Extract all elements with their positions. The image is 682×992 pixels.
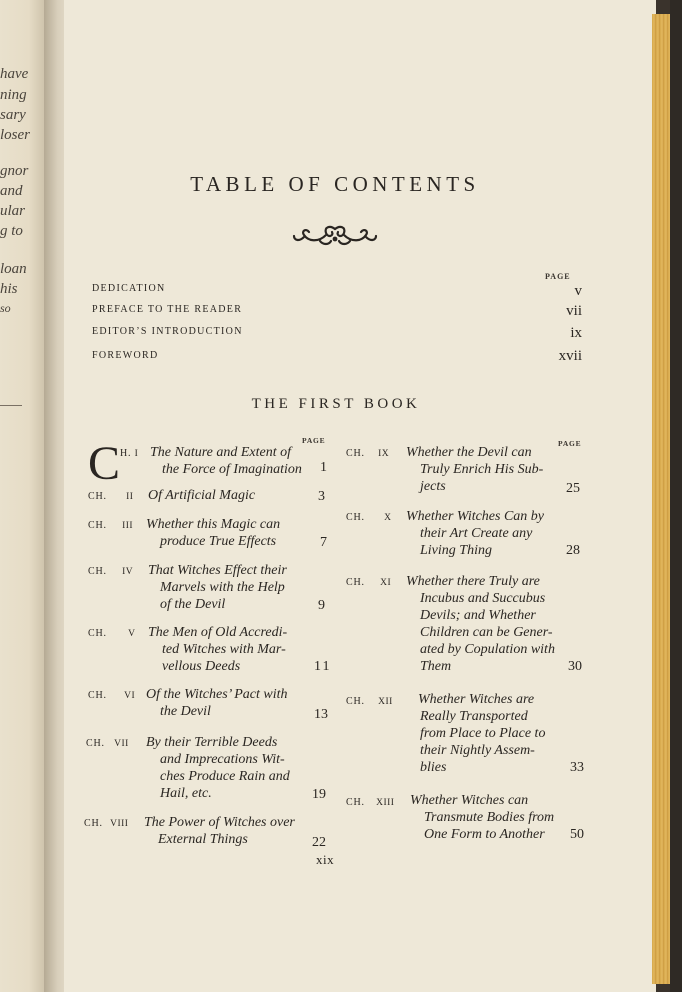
- chapter-title-line: Whether Witches can: [410, 793, 529, 808]
- chapter-title-line: of the Devil: [160, 597, 226, 612]
- chapter-prefix: CH.: [86, 738, 105, 749]
- book-heading: THE FIRST BOOK: [251, 396, 421, 412]
- gilt-page-edges: [652, 14, 672, 984]
- facing-page: [0, 0, 48, 992]
- chapter-prefix: CH.: [346, 577, 365, 588]
- chapter-title: [146, 516, 306, 550]
- facing-text-fragment: and: [0, 183, 23, 199]
- facing-text-fragment: g to: [0, 223, 23, 239]
- chapter-title-line: Marvels with the Help: [160, 580, 285, 595]
- chapter-label: [84, 818, 128, 829]
- left-column-page-header: PAGE: [302, 436, 326, 445]
- drop-cap: C: [88, 437, 121, 490]
- chapter-label: [88, 566, 133, 577]
- chapter-title-line: Of the Witches’ Pact with: [146, 687, 288, 702]
- chapter-number: X: [384, 513, 392, 523]
- chapter-title: [144, 814, 306, 848]
- chapter-prefix: CH.: [346, 696, 365, 707]
- chapter-number: XI: [380, 578, 392, 588]
- chapter-title-line: ted Witches with Mar-: [162, 642, 286, 657]
- chapter-page-number: 50: [570, 827, 584, 842]
- chapter-title: [406, 508, 556, 559]
- chapter-title-line: External Things: [158, 832, 248, 847]
- chapter-label: [88, 520, 133, 531]
- chapter-title-line: the Devil: [160, 704, 211, 719]
- chapter-page-number: 1: [320, 460, 327, 475]
- toc-page-number: xvii: [558, 348, 582, 364]
- chapter-title-line: Whether Witches Can by: [406, 509, 545, 524]
- facing-text-fragment: loan: [0, 261, 27, 277]
- chapter-page-number: 28: [566, 543, 580, 558]
- chapter-title-line: The Nature and Extent of: [150, 445, 292, 460]
- chapter-title-line: Whether the Devil can: [406, 445, 532, 460]
- facing-text-fragment: gnor: [0, 163, 29, 179]
- chapter-number: IX: [378, 449, 390, 459]
- chapter-number: XII: [378, 697, 393, 707]
- chapter-title-line: Living Thing: [420, 543, 492, 558]
- toc-item-preface: PREFACE TO THE READER: [92, 304, 243, 315]
- chapter-title-line: and Imprecations Wit-: [160, 752, 285, 767]
- facing-text-fragment: his: [0, 281, 18, 297]
- chapter-number: VII: [114, 739, 129, 749]
- toc-page-number: ix: [570, 325, 582, 341]
- chapter-prefix: CH.: [88, 520, 107, 531]
- facing-page-rule: [0, 405, 22, 406]
- chapter-number: II: [126, 492, 134, 502]
- chapter-title-line: Truly Enrich His Sub-: [420, 462, 544, 477]
- chapter-label: [346, 577, 391, 588]
- facing-text-fragment: have: [0, 66, 29, 82]
- page-title: TABLE OF CONTENTS: [190, 172, 480, 196]
- facing-text-fragment: sary: [0, 107, 26, 123]
- chapter-prefix: CH.: [88, 628, 107, 639]
- chapter-page-number: 11: [314, 659, 332, 674]
- chapter-title: [406, 444, 556, 495]
- chapter-label: [346, 512, 391, 523]
- chapter-title-line: One Form to Another: [424, 827, 545, 842]
- chapter-title-line: Incubus and Succubus: [420, 591, 546, 606]
- chapter-title-line: their Art Create any: [420, 526, 533, 541]
- chapter-title: [148, 624, 308, 675]
- chapter-title: [406, 573, 556, 675]
- chapter-title: [410, 792, 560, 843]
- chapter-page-number: 22: [312, 835, 326, 850]
- chapter-page-number: 3: [318, 489, 325, 504]
- chapter-number: VIII: [110, 819, 129, 829]
- chapter-label: [88, 690, 135, 701]
- toc-page-number: v: [574, 283, 582, 299]
- chapter-prefix: H.: [120, 448, 132, 459]
- chapter-title-line: Hail, etc.: [160, 786, 212, 801]
- chapter-prefix: CH.: [346, 448, 365, 459]
- chapter-label: [346, 448, 389, 459]
- chapter-title: [418, 691, 558, 776]
- chapter-number: XIII: [376, 798, 395, 808]
- chapter-label: [86, 738, 129, 749]
- toc-page-number: vii: [566, 303, 582, 319]
- right-column-page-header: PAGE: [558, 439, 582, 448]
- chapter-label: [346, 797, 394, 808]
- chapter-title-line: By their Terrible Deeds: [146, 735, 278, 750]
- chapter-title: [148, 562, 308, 613]
- chapter-title-line: their Nightly Assem-: [420, 743, 535, 758]
- chapter-label: [120, 448, 138, 459]
- chapter-title: [146, 686, 306, 720]
- chapter-prefix: CH.: [88, 566, 107, 577]
- chapter-title-line: Really Transported: [420, 709, 528, 724]
- chapter-prefix: CH.: [84, 818, 103, 829]
- chapter-prefix: CH.: [346, 797, 365, 808]
- chapter-title-line: ated by Copulation with: [420, 642, 555, 657]
- chapter-prefix: CH.: [346, 512, 365, 523]
- chapter-title-line: The Men of Old Accredi-: [148, 625, 288, 640]
- chapter-title: [146, 734, 306, 802]
- facing-text-fragment: so: [0, 301, 11, 315]
- chapter-title-line: from Place to Place to: [420, 726, 546, 741]
- chapter-title-line: Transmute Bodies from: [424, 810, 555, 825]
- chapter-title-line: vellous Deeds: [162, 659, 241, 674]
- chapter-page-number: 19: [312, 787, 326, 802]
- chapter-number: VI: [124, 691, 136, 701]
- chapter-page-number: 7: [320, 535, 327, 550]
- chapter-number: V: [128, 629, 136, 639]
- toc-item-foreword: FOREWORD: [92, 350, 159, 361]
- chapter-title-line: Them: [420, 659, 452, 674]
- chapter-label: [346, 696, 393, 707]
- chapter-title-line: Children can be Gener-: [420, 625, 553, 640]
- chapter-page-number: 33: [570, 760, 584, 775]
- chapter-page-number: 30: [568, 659, 582, 674]
- chapter-title: [148, 487, 308, 504]
- chapter-page-number: 13: [314, 707, 328, 722]
- ornament-icon: [290, 223, 380, 249]
- toc-item-editors-introduction: EDITOR’S INTRODUCTION: [92, 326, 243, 337]
- page-folio: xix: [316, 852, 335, 867]
- ornament-center-dot: [333, 237, 338, 242]
- facing-text-fragment: ning: [0, 87, 27, 103]
- chapter-number: I: [134, 449, 139, 459]
- chapter-title-line: Whether there Truly are: [406, 574, 540, 589]
- chapter-page-number: 25: [566, 481, 580, 496]
- toc-item-dedication: DEDICATION: [92, 283, 166, 294]
- chapter-title-line: blies: [420, 760, 447, 775]
- chapter-title: [150, 444, 302, 478]
- chapter-title-line: ches Produce Rain and: [160, 769, 290, 784]
- chapter-title-line: That Witches Effect their: [148, 563, 287, 578]
- chapter-title-line: jects: [420, 479, 446, 494]
- chapter-prefix: CH.: [88, 491, 107, 502]
- chapter-title-line: Whether this Magic can: [146, 517, 281, 532]
- facing-text-fragment: ular: [0, 203, 26, 219]
- chapter-title-line: The Power of Witches over: [144, 815, 295, 830]
- front-matter-page-header: PAGE: [545, 272, 571, 281]
- background-edge: [670, 0, 682, 992]
- chapter-title-line: the Force of Imagination: [162, 462, 302, 477]
- facing-text-fragment: loser: [0, 127, 30, 143]
- chapter-label: [88, 628, 135, 639]
- chapter-title-line: Of Artificial Magic: [148, 488, 256, 503]
- chapter-prefix: CH.: [88, 690, 107, 701]
- chapter-title-line: produce True Effects: [160, 534, 277, 549]
- chapter-label: [88, 491, 133, 502]
- chapter-title-line: Devils; and Whether: [420, 608, 536, 623]
- chapter-title-line: Whether Witches are: [418, 692, 535, 707]
- chapter-number: IV: [122, 567, 134, 577]
- chapter-number: III: [122, 521, 134, 531]
- chapter-page-number: 9: [318, 598, 325, 613]
